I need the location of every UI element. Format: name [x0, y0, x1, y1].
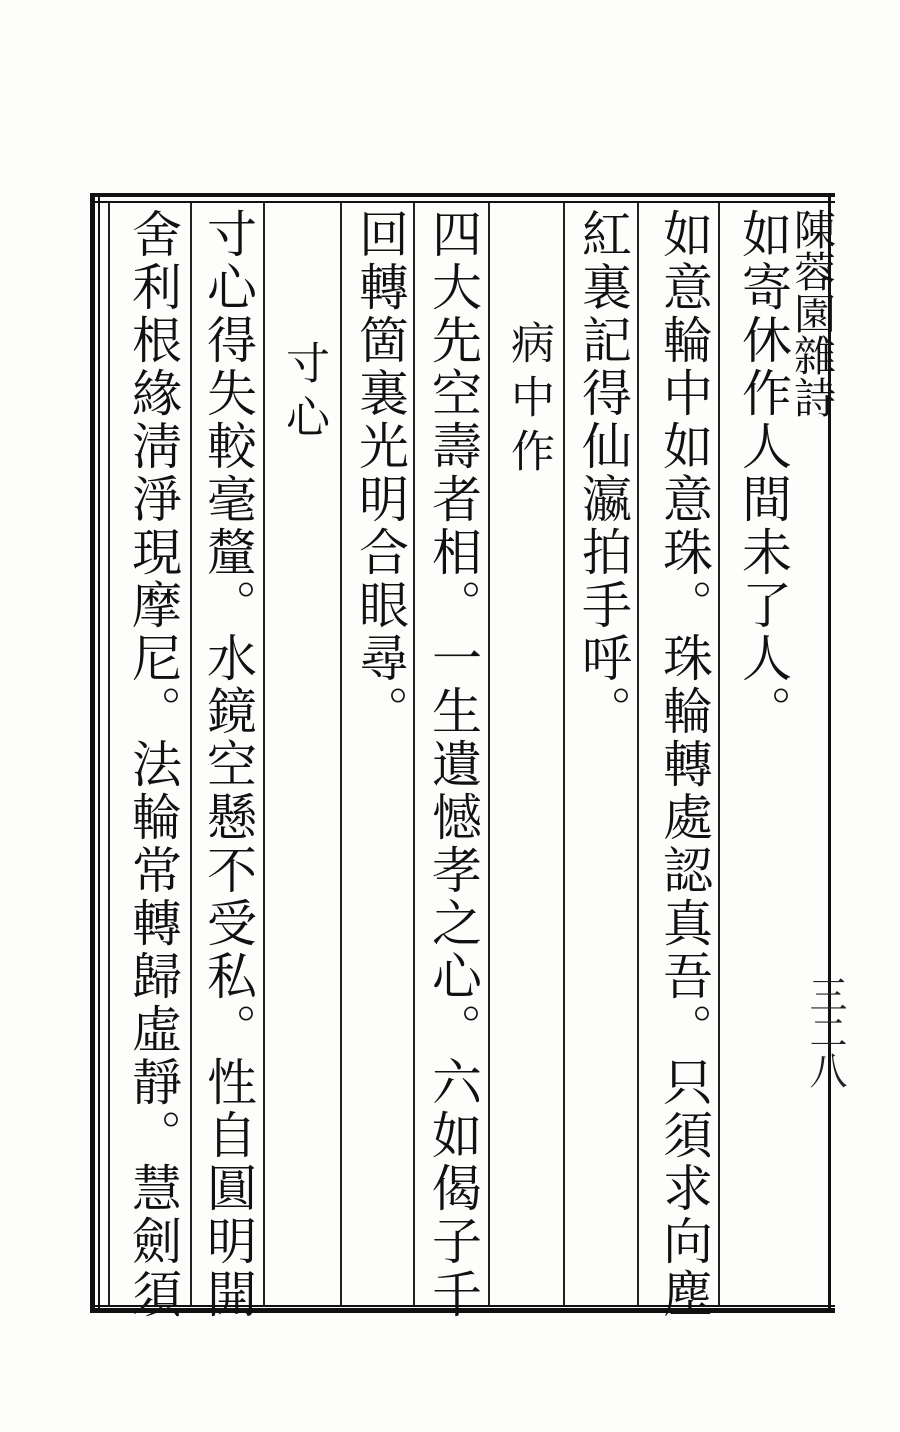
poem-title: 寸心	[278, 340, 329, 448]
text-column: 寸心得失較毫釐。水鏡空懸不受私。性自圓明開	[199, 208, 257, 1321]
text-column: 紅裏記得仙瀛拍手呼。	[574, 208, 632, 738]
frame-left-border	[90, 193, 100, 1313]
text-column: 如寄休作人間未了人。	[734, 208, 792, 738]
page-number: 三二八	[803, 975, 847, 1089]
text-column: 四大先空壽者相。一生遺憾孝之心。六如偈子千	[424, 208, 482, 1321]
column-rule	[190, 203, 192, 1305]
poem-title: 病中作	[503, 320, 554, 482]
text-column: 如意輪中如意珠。珠輪轉處認真吾。只須求向塵	[655, 208, 713, 1321]
column-rule	[108, 203, 110, 1305]
text-column: 舍利根緣淸淨現摩尼。法輪常轉歸虛靜。慧劍須	[124, 208, 182, 1321]
column-rule	[563, 203, 565, 1305]
column-rule	[488, 203, 490, 1305]
column-rule	[263, 203, 265, 1305]
frame-top-border	[90, 193, 835, 203]
text-column: 回轉箇裏光明合眼尋。	[351, 208, 409, 738]
running-head-title: 陳蓉園雜詩	[788, 208, 837, 418]
column-rule	[340, 203, 342, 1305]
